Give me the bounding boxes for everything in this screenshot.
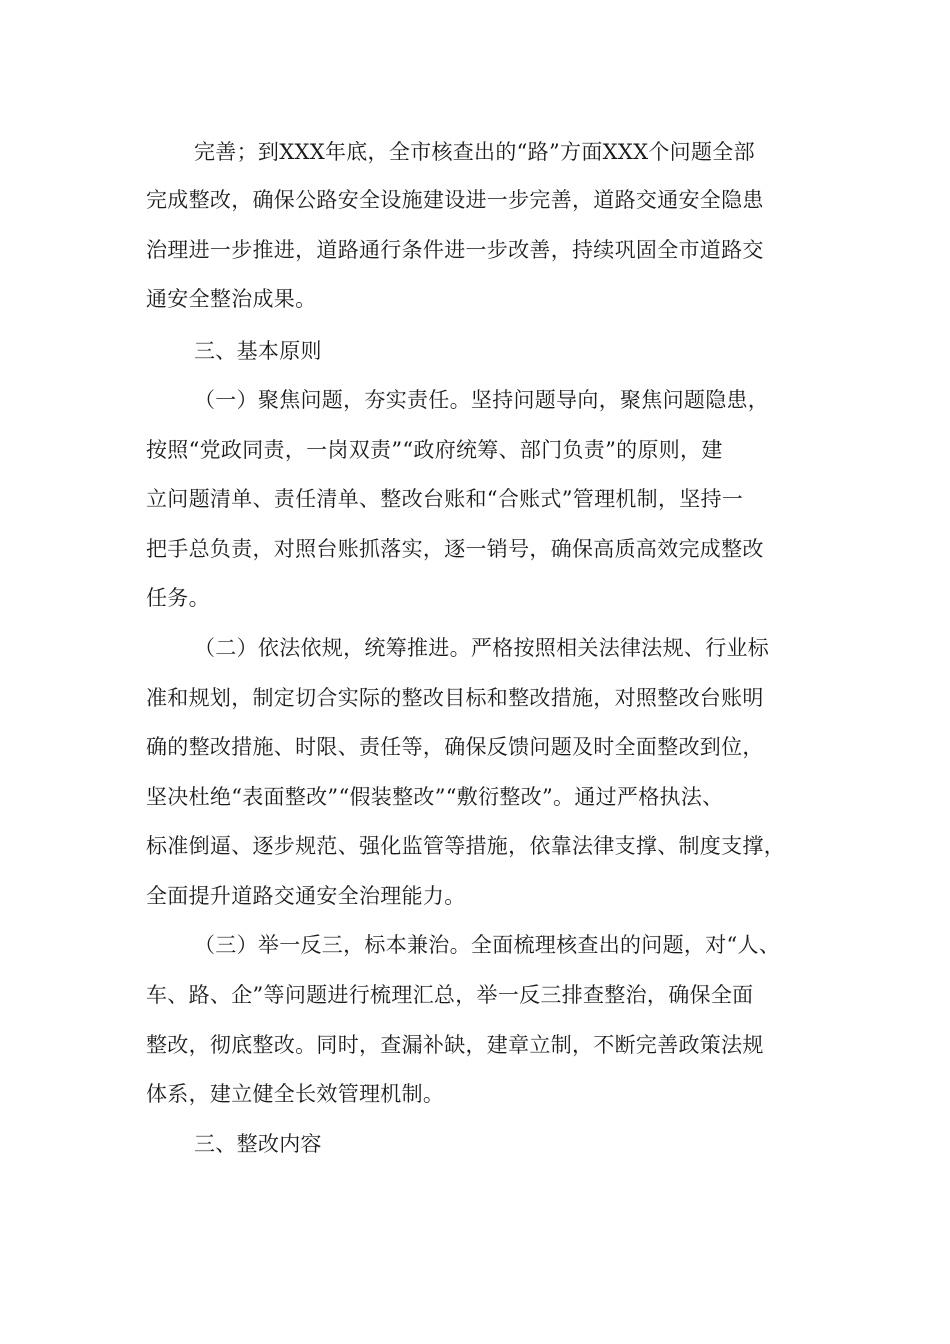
paragraph-line: 坚决杜绝“表面整改”“假装整改”“敷衍整改”。通过严格执法、	[146, 785, 724, 809]
paragraph-line: 体系，建立健全长效管理机制。	[146, 1082, 445, 1106]
paragraph-line: 治理进一步推进，道路通行条件进一步改善，持续巩固全市道路交	[146, 238, 764, 262]
paragraph-line: 车、路、企”等问题进行梳理汇总，举一反三排查整治，确保全面	[146, 983, 754, 1007]
paragraph-line: （三）举一反三，标本兼治。全面梳理核查出的问题，对“人、	[194, 933, 781, 957]
paragraph-line: 按照“党政同责，一岗双责”“政府统筹、部门负责”的原则，建	[146, 438, 723, 462]
section-heading: 三、整改内容	[194, 1132, 322, 1156]
paragraph-line: 整改，彻底整改。同时，查漏补缺，建章立制，不断完善政策法规	[146, 1033, 764, 1057]
paragraph-line: （一）聚焦问题，夯实责任。坚持问题导向，聚焦问题隐患，	[194, 388, 770, 412]
paragraph-line: 确的整改措施、时限、责任等，确保反馈问题及时全面整改到位，	[146, 735, 764, 759]
paragraph-line: 完善；到XXX年底，全市核查出的“路”方面XXX个问题全部	[194, 140, 755, 164]
paragraph-line: 准和规划，制定切合实际的整改目标和整改措施，对照整改台账明	[146, 686, 764, 710]
paragraph-line: 把手总负责，对照台账抓落实，逐一销号，确保高质高效完成整改	[146, 537, 764, 561]
paragraph-line: 标准倒逼、逐步规范、强化监管等措施，依靠法律支撑、制度支撑，	[146, 834, 785, 858]
paragraph-line: 立问题清单、责任清单、整改台账和“合账式”管理机制，坚持一	[146, 487, 744, 511]
paragraph-line: 任务。	[146, 586, 210, 610]
paragraph-line: 通安全整治成果。	[146, 287, 317, 311]
paragraph-line: 完成整改，确保公路安全设施建设进一步完善，道路交通安全隐患	[146, 188, 764, 212]
paragraph-line: （二）依法依规，统筹推进。严格按照相关法律法规、行业标	[194, 636, 770, 660]
paragraph-line: 全面提升道路交通安全治理能力。	[146, 884, 466, 908]
section-heading: 三、基本原则	[194, 339, 322, 363]
